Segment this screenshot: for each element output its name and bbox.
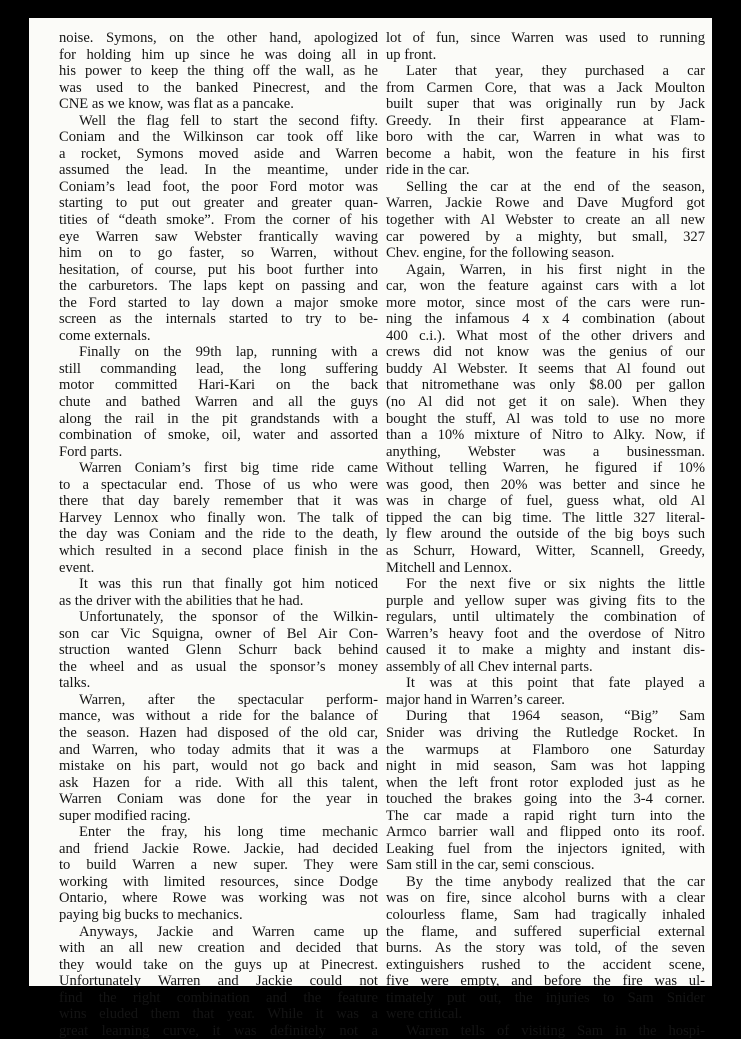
text-line: from Carmen Core, that was a Jack Moulton [386, 79, 705, 96]
text-line: built super that was originally run by Jack [386, 96, 705, 113]
text-line: when the left front rotor exploded just as he [386, 774, 705, 791]
text-line: touched the brakes going into the 3-4 corner. [386, 791, 705, 808]
text-line: major hand in Warren’s career. [386, 691, 565, 708]
text-line: to build Warren a new super. They were [59, 857, 378, 874]
text-line: combination of smoke, oil, water and assorted [59, 427, 378, 444]
text-line: and Warren, who today admits that it was a [59, 741, 378, 758]
paragraph [386, 1023, 705, 1039]
text-line: tities of “death smoke”. From the corner of his [59, 212, 378, 229]
text-line: screen as the internals started to try to be- [59, 311, 378, 328]
text-line: For the next five or six nights the little [406, 576, 705, 593]
paragraph [59, 460, 378, 576]
text-line: (no Al did not get it on sale). When they [386, 394, 705, 411]
text-line: Unfortunately, the sponsor of the Wilkin- [79, 609, 378, 626]
text-line: caused it to make a mighty and instant dis- [386, 642, 705, 659]
text-line: CNE as we know, was flat as a pancake. [59, 96, 294, 113]
text-line: than a 10% mixture of Nitro to Alky. Now, if [386, 427, 705, 444]
paragraph [386, 179, 705, 262]
text-line: talks. [59, 675, 91, 692]
text-line: By the time anybody realized that the car [406, 873, 705, 890]
text-line: Unfortunately Warren and Jackie could not [59, 973, 378, 990]
text-line: car, won the feature against cars with a lot [386, 278, 705, 295]
text-line: the day was Coniam and the ride to the death, [59, 526, 378, 543]
text-line: 400 c.i.). What most of the other drivers and [386, 327, 705, 344]
text-line: mistake on his part, would not go back and [59, 758, 378, 775]
text-line: event. [59, 559, 95, 576]
text-line: which resulted in a second place finish in the [59, 542, 378, 559]
text-line: buddy Al Webster. It seems that Al found out [386, 360, 705, 377]
text-line: along the rail in the pit grandstands with a [59, 410, 378, 427]
text-line: starting to put out greater and greater quan- [59, 195, 378, 212]
text-line: During that 1964 season, “Big” Sam [406, 708, 705, 725]
text-line: come externals. [59, 327, 151, 344]
text-line: anything, Webster was a businessman. [386, 443, 705, 460]
text-line: Selling the car at the end of the season, [406, 178, 705, 195]
text-line: Snider was driving the Rutledge Rocket. In [386, 724, 705, 741]
text-line: the carburetors. The laps kept on passing and [59, 278, 378, 295]
text-line: become a habit, won the feature in his first [386, 145, 705, 162]
text-line: wins eluded them that year. While it was a [59, 1006, 378, 1023]
text-line: crews did not know was the genius of our [386, 344, 705, 361]
text-line: motor committed Hari-Kari on the back [59, 377, 378, 394]
text-line: Mitchell and Lennox. [386, 559, 513, 576]
text-line: struction wanted Glenn Schurr back behind [59, 642, 378, 659]
paragraph [386, 874, 705, 1023]
text-line: Warren’s heavy foot and the overdose of Nitro [386, 625, 705, 642]
text-line: was used to the banked Pinecrest, and the [59, 79, 378, 96]
text-line: Finally on the 99th lap, running with a [79, 344, 378, 361]
text-line: for holding him up since he was doing all in [59, 46, 378, 63]
text-line: great learning curve, it was definitely not a [59, 1022, 378, 1039]
text-line: find the right combination and the feature [59, 989, 378, 1006]
paragraph [59, 576, 378, 609]
text-line: Greedy. In their first appearance at Flam- [386, 112, 705, 129]
text-line: him on to go faster, so Warren, without [59, 245, 378, 262]
text-line: Without telling Warren, he figured if 10% [386, 460, 705, 477]
text-line: Harvey Lennox who finally won. The talk of [59, 509, 378, 526]
text-line: a rocket, Symons moved aside and Warren [59, 145, 378, 162]
text-line: Chev. engine, for the following season. [386, 245, 615, 262]
paragraph [59, 344, 378, 460]
text-line: eye Warren saw Webster frantically waving [59, 228, 378, 245]
text-line: the flame, and suffered superficial external [386, 923, 705, 940]
text-line: lot of fun, since Warren was used to running [386, 30, 705, 46]
paragraph [386, 30, 705, 63]
text-line: Leaking fuel from the injectors ignited, with [386, 840, 705, 857]
document-page [29, 18, 712, 1039]
text-line: mance, was without a ride for the balance of [59, 708, 378, 725]
text-line: Anyways, Jackie and Warren came up [79, 923, 378, 940]
text-line: Warren, after the spectacular perform- [79, 691, 378, 708]
paragraph [386, 63, 705, 179]
text-line: Enter the fray, his long time mechanic [79, 824, 378, 841]
text-line: chute and bathed Warren and all the guys [59, 394, 378, 411]
text-line: the Ford started to lay down a major smoke [59, 294, 378, 311]
text-line: Coniam and the Wilkinson car took off like [59, 129, 378, 146]
text-line: working with limited resources, since Dodge [59, 873, 378, 890]
text-line: noise. Symons, on the other hand, apologized [59, 30, 378, 46]
paragraph [59, 113, 378, 345]
paragraph [386, 262, 705, 576]
text-line: was good, then 20% was better and since he [386, 476, 705, 493]
text-line: Warren tells of visiting Sam in the hospi- [406, 1022, 705, 1039]
text-line: and friend Jackie Rowe. Jackie, had decided [59, 840, 378, 857]
text-line: burns. As the story was told, of the seven [386, 940, 705, 957]
paragraph [386, 708, 705, 873]
text-line: night in mid season, Sam was hot lapping [386, 758, 705, 775]
text-line: up front. [386, 46, 437, 63]
text-line: assembly of all Chev internal parts. [386, 658, 593, 675]
text-line: Ontario, where Rowe was working was not [59, 890, 378, 907]
text-line: with an all new creation and decided that [59, 940, 378, 957]
text-line: Again, Warren, in his first night in the [406, 261, 705, 278]
text-line: timately put out, the injuries to Sam Snider [386, 989, 705, 1006]
text-line: purple and yellow super was giving fits to the [386, 592, 705, 609]
text-line: to a spectacular end. Those of us who were [59, 476, 378, 493]
paragraph [386, 576, 705, 675]
text-line: car powered by a mighty, but small, 327 [386, 228, 705, 245]
text-line: It was this run that finally got him noticed [79, 576, 378, 593]
text-line: Warren, Jackie Rowe and Dave Mugford got [386, 195, 705, 212]
text-line: regulars, until ultimately the combination of [386, 609, 705, 626]
text-line: that nitromethane was only $8.00 per gallon [386, 377, 705, 394]
text-line: there that day barely remember that it was [59, 493, 378, 510]
text-line: hesitation, of course, put his boot further into [59, 261, 378, 278]
text-line: ask Hazen for a ride. With all this talent, [59, 774, 378, 791]
paragraph [386, 675, 705, 708]
left-text-column [59, 30, 378, 1039]
text-line: Warren Coniam’s first big time ride came [79, 460, 378, 477]
text-line: The car made a rapid right turn into the [386, 807, 705, 824]
text-line: Armco barrier wall and flipped onto its roof. [386, 824, 705, 841]
text-line: together with Al Webster to create an all new [386, 212, 705, 229]
text-line: they would take on the guys up at Pinecrest. [59, 956, 378, 973]
text-line: the warmups at Flamboro one Saturday [386, 741, 705, 758]
paragraph [59, 824, 378, 923]
text-line: were critical. [386, 1006, 463, 1023]
text-line: ride in the car. [386, 162, 470, 179]
text-line: It was at this point that fate played a [406, 675, 705, 692]
text-line: Later that year, they purchased a car [406, 63, 705, 80]
text-line: bought the stuff, Al was told to use no more [386, 410, 705, 427]
text-line: extinguishers rushed to the accident scene, [386, 956, 705, 973]
text-line: his power to keep the thing off the wall, as he [59, 63, 378, 80]
paragraph [59, 30, 378, 113]
text-line: was in charge of fuel, guess what, old Al [386, 493, 705, 510]
text-line: more motor, since most of the cars were run- [386, 294, 705, 311]
text-line: Ford parts. [59, 443, 123, 460]
paragraph [59, 924, 378, 1039]
text-line: boro with the car, Warren in what was to [386, 129, 705, 146]
text-line: tipped the can big time. The little 327 literal- [386, 509, 705, 526]
text-line: Sam still in the car, semi conscious. [386, 857, 595, 874]
right-text-column [386, 30, 705, 1039]
paragraph [59, 609, 378, 692]
paragraph [59, 692, 378, 824]
text-line: Well the flag fell to start the second fifty. [79, 112, 378, 129]
text-line: was on fire, since alcohol burns with a clear [386, 890, 705, 907]
text-line: colourless flame, Sam had tragically inhaled [386, 906, 705, 923]
text-line: as Schurr, Howard, Witter, Scannell, Greedy, [386, 542, 705, 559]
text-line: the wheel and as usual the sponsor’s money [59, 658, 378, 675]
text-line: super modified racing. [59, 807, 191, 824]
text-line: son car Vic Squigna, owner of Bel Air Con- [59, 625, 378, 642]
text-line: paying big bucks to mechanics. [59, 906, 243, 923]
text-line: still commanding lead, the long suffering [59, 360, 378, 377]
text-line: the season. Hazen had disposed of the old car, [59, 724, 378, 741]
text-line: Coniam’s lead foot, the poor Ford motor was [59, 178, 378, 195]
text-line: five were empty, and before the fire was ul- [386, 973, 705, 990]
text-line: as the driver with the abilities that he had. [59, 592, 304, 609]
text-line: ning the infamous 4 x 4 combination (about [386, 311, 705, 328]
text-line: assumed the lead. In the meantime, under [59, 162, 378, 179]
text-line: Warren Coniam was done for the year in [59, 791, 378, 808]
text-line: ly flew around the outside of the big boys such [386, 526, 705, 543]
